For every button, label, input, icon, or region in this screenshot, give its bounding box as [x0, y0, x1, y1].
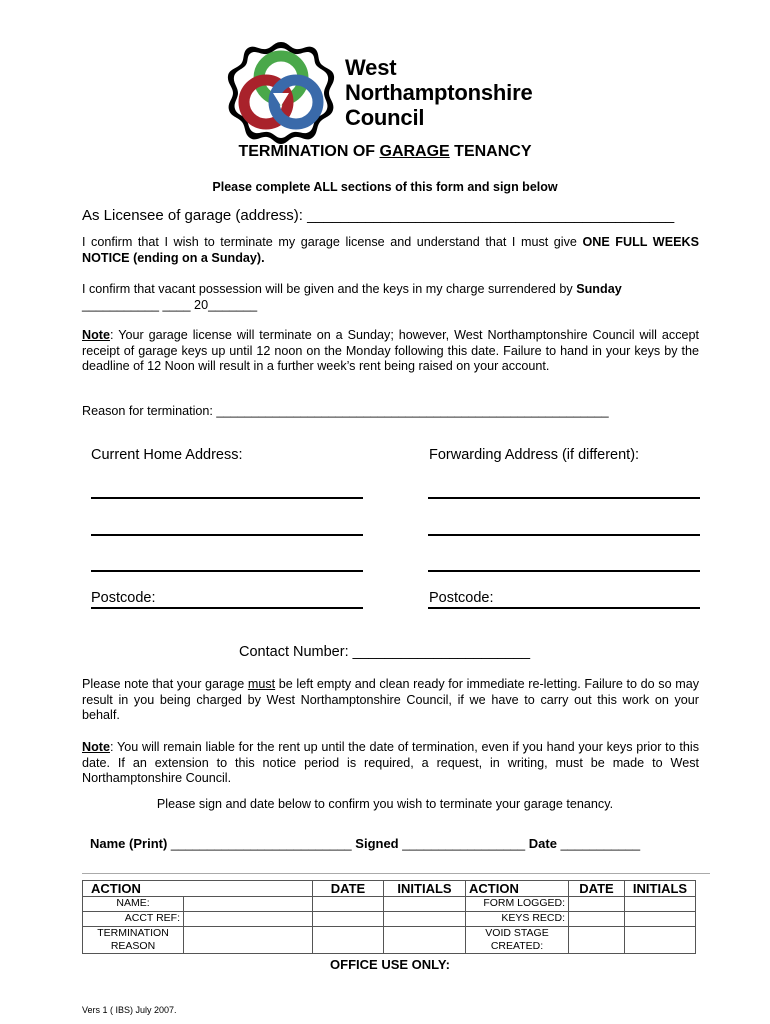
divider [82, 873, 710, 874]
council-name [345, 55, 532, 130]
date-label: Date [528, 836, 557, 851]
contact-number-field[interactable]: Contact Number: ______________________ [239, 644, 531, 660]
header-date-left: DATE [313, 881, 384, 897]
created-text: CREATED: [490, 940, 544, 952]
sunday-date-field[interactable]: ___________ ____ 20_______ [82, 297, 258, 312]
header-action-right: ACTION [466, 881, 569, 897]
brand-line-2: Northamptonshire [345, 80, 533, 105]
office-use-table [82, 880, 696, 954]
name-date-cell[interactable] [313, 897, 384, 912]
form-logged-date-cell[interactable] [569, 897, 625, 912]
acct-ref-label: ACCT REF: [83, 912, 184, 927]
form-title [0, 143, 770, 161]
acct-ref-date-cell[interactable] [313, 912, 384, 927]
void-stage-date-cell[interactable] [569, 927, 625, 954]
current-address-line-2[interactable] [91, 534, 363, 536]
void-stage-label [466, 927, 569, 954]
name-row-label: NAME: [83, 897, 184, 912]
termination-reason-label [83, 927, 184, 954]
header-date-right: DATE [569, 881, 625, 897]
council-logo [226, 38, 336, 146]
name-initials-cell[interactable] [384, 897, 466, 912]
office-use-only-label: OFFICE USE ONLY: [330, 957, 450, 972]
keys-recd-label: KEYS RECD: [466, 912, 569, 927]
termination-text: TERMINATION [97, 927, 169, 939]
form-logged-initials-cell[interactable] [625, 897, 696, 912]
p1-bold: ONE FULL WEEKS NOTICE (ending on a Sunday). [82, 235, 699, 265]
void-stage-text: VOID STAGE [485, 927, 549, 939]
reason-for-termination-field[interactable]: Reason for termination: ________________________________________________________ [82, 404, 609, 418]
acct-ref-initials-cell[interactable] [384, 912, 466, 927]
brand-line-1: West [345, 55, 397, 80]
p2-text: I confirm that vacant possession will be given and the keys in my charge surrendered by [82, 282, 577, 296]
forwarding-address-line-3[interactable] [428, 570, 700, 572]
header-initials-left: INITIALS [384, 881, 466, 897]
p4-text-2: be left empty and clean ready for immediate re-letting. Failure to do so may result in you being charged by West Northamptonshire Council, if we have to carry out this work on your behalf. [82, 677, 699, 722]
forwarding-address-line-2[interactable] [428, 534, 700, 536]
header-action-left: ACTION [83, 881, 313, 897]
current-postcode-line[interactable] [91, 607, 363, 609]
confirm-possession-paragraph [82, 282, 699, 313]
name-label: Name (Print) [90, 836, 168, 851]
termination-date-cell[interactable] [313, 927, 384, 954]
p4-must: must [247, 677, 276, 691]
p5-note-label: Note [82, 740, 110, 754]
forwarding-postcode-line[interactable] [428, 607, 700, 609]
p4-text-1: Please note that your garage [82, 677, 248, 691]
note-liability-paragraph [82, 740, 699, 787]
version-footer: Vers 1 ( IBS) July 2007. [82, 1005, 177, 1015]
forwarding-address-label: Forwarding Address (if different): [429, 447, 640, 463]
current-address-line-3[interactable] [91, 570, 363, 572]
header-initials-right: INITIALS [625, 881, 696, 897]
signature-row [90, 836, 640, 851]
forwarding-address-line-1[interactable] [428, 497, 700, 499]
licensee-address-field[interactable]: As Licensee of garage (address): ____________________________________________ [82, 207, 675, 224]
p2-bold: Sunday [576, 282, 622, 296]
current-address-label: Current Home Address: [91, 447, 243, 463]
reason-text: REASON [110, 940, 156, 952]
title-part-2: GARAGE [379, 143, 450, 160]
signed-label: Signed [355, 836, 399, 851]
acct-ref-cell[interactable] [184, 912, 313, 927]
current-address-line-1[interactable] [91, 497, 363, 499]
p3-text: : Your garage license will terminate on a Sunday; however, West Northamptonshire Council will accept receipt of garage keys up until 12 noon on the Monday following this date. Failure to hand in your keys by the deadline of 12 Noon will result in a further week’s rent being raised on your account. [82, 328, 699, 373]
title-part-1: TERMINATION OF [238, 143, 380, 160]
void-stage-initials-cell[interactable] [625, 927, 696, 954]
name-cell[interactable] [184, 897, 313, 912]
form-subtitle: Please complete ALL sections of this form and sign below [212, 180, 558, 194]
p1-text: I confirm that I wish to terminate my garage license and understand that I must give [82, 235, 583, 249]
p5-text: : You will remain liable for the rent up until the date of termination, even if you hand your keys prior to this date. If an extension to this notice period is required, a request, in writing, must be made to West Northamptonshire Council. [82, 740, 699, 785]
sign-instruction: Please sign and date below to confirm you wish to terminate your garage tenancy. [156, 797, 614, 811]
empty-garage-paragraph [82, 677, 699, 724]
title-part-3: TENANCY [449, 143, 532, 160]
forwarding-postcode-label: Postcode: [429, 590, 494, 606]
keys-recd-initials-cell[interactable] [625, 912, 696, 927]
note-key-deadline-paragraph [82, 328, 699, 375]
name-field[interactable]: _________________________ [167, 836, 356, 851]
p3-note-label: Note [82, 328, 110, 342]
keys-recd-date-cell[interactable] [569, 912, 625, 927]
form-logged-label: FORM LOGGED: [466, 897, 569, 912]
termination-initials-cell[interactable] [384, 927, 466, 954]
signed-field[interactable]: _________________ [398, 836, 529, 851]
termination-reason-cell[interactable] [184, 927, 313, 954]
date-field[interactable]: ___________ [556, 836, 641, 851]
current-postcode-label: Postcode: [91, 590, 156, 606]
brand-line-3: Council [345, 105, 425, 130]
confirm-notice-paragraph [82, 235, 699, 266]
